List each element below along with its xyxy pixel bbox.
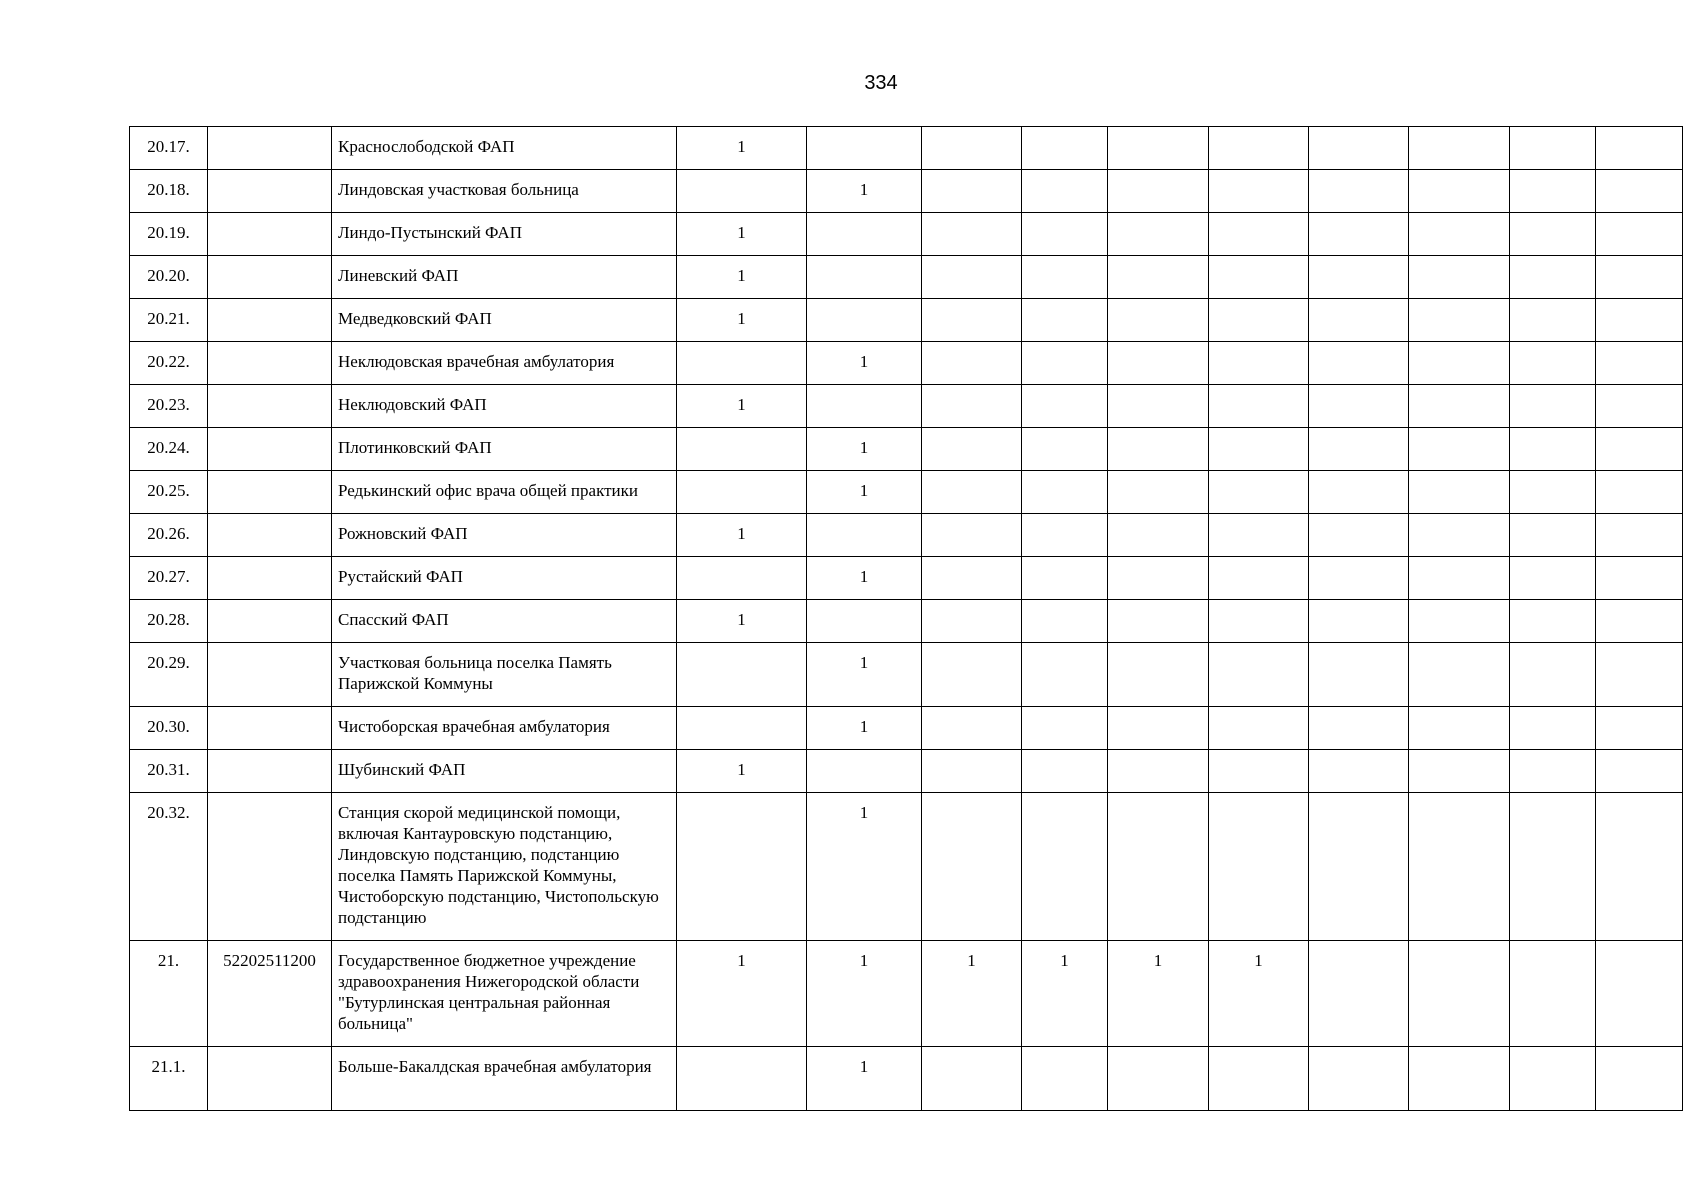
value-cell-10 bbox=[1596, 750, 1683, 793]
value-cell-6 bbox=[1209, 127, 1309, 170]
row-name-cell: Рустайский ФАП bbox=[332, 557, 677, 600]
table-row bbox=[130, 557, 1697, 600]
value-cell-10 bbox=[1596, 941, 1683, 1047]
row-code-cell bbox=[208, 428, 332, 471]
value-cell-3 bbox=[922, 1047, 1022, 1111]
value-cell-4 bbox=[1022, 471, 1108, 514]
value-cell-4 bbox=[1022, 256, 1108, 299]
value-cell-6 bbox=[1209, 557, 1309, 600]
table-row bbox=[130, 471, 1697, 514]
row-code-cell bbox=[208, 127, 332, 170]
value-cell-2 bbox=[807, 600, 922, 643]
value-cell-9 bbox=[1510, 127, 1596, 170]
value-cell-6 bbox=[1209, 299, 1309, 342]
value-cell-2: 1 bbox=[807, 941, 922, 1047]
row-name-cell: Линдовская участковая больница bbox=[332, 170, 677, 213]
value-cell-1 bbox=[677, 170, 807, 213]
value-cell-9 bbox=[1510, 428, 1596, 471]
row-number-cell: 20.27. bbox=[130, 557, 208, 600]
row-number-cell: 20.23. bbox=[130, 385, 208, 428]
value-cell-9 bbox=[1510, 557, 1596, 600]
value-cell-1: 1 bbox=[677, 385, 807, 428]
row-number-cell: 20.17. bbox=[130, 127, 208, 170]
value-cell-10 bbox=[1596, 342, 1683, 385]
value-cell-7 bbox=[1309, 256, 1409, 299]
value-cell-1 bbox=[677, 793, 807, 941]
value-cell-8 bbox=[1409, 514, 1510, 557]
value-cell-2: 1 bbox=[807, 342, 922, 385]
value-cell-5 bbox=[1108, 1047, 1209, 1111]
value-cell-6 bbox=[1209, 1047, 1309, 1111]
value-cell-8 bbox=[1409, 299, 1510, 342]
value-cell-3 bbox=[922, 342, 1022, 385]
row-name-cell: Чистоборская врачебная амбулатория bbox=[332, 707, 677, 750]
value-cell-7 bbox=[1309, 342, 1409, 385]
row-code-cell bbox=[208, 170, 332, 213]
value-cell-9 bbox=[1510, 643, 1596, 707]
value-cell-9 bbox=[1510, 256, 1596, 299]
table-row bbox=[130, 643, 1697, 707]
value-cell-8 bbox=[1409, 342, 1510, 385]
value-cell-2: 1 bbox=[807, 643, 922, 707]
row-number-cell: 20.26. bbox=[130, 514, 208, 557]
row-code-cell bbox=[208, 299, 332, 342]
value-cell-7 bbox=[1309, 170, 1409, 213]
value-cell-3 bbox=[922, 428, 1022, 471]
table-row bbox=[130, 385, 1697, 428]
value-cell-2 bbox=[807, 127, 922, 170]
value-cell-7 bbox=[1309, 213, 1409, 256]
row-number-cell: 20.29. bbox=[130, 643, 208, 707]
row-name-cell: Участковая больница поселка Память Парижской Коммуны bbox=[332, 643, 677, 707]
value-cell-6 bbox=[1209, 213, 1309, 256]
value-cell-10 bbox=[1596, 514, 1683, 557]
row-code-cell bbox=[208, 256, 332, 299]
value-cell-8 bbox=[1409, 428, 1510, 471]
value-cell-7 bbox=[1309, 471, 1409, 514]
value-cell-4 bbox=[1022, 750, 1108, 793]
value-cell-5 bbox=[1108, 170, 1209, 213]
value-cell-4 bbox=[1022, 514, 1108, 557]
value-cell-1: 1 bbox=[677, 514, 807, 557]
value-cell-4 bbox=[1022, 793, 1108, 941]
value-cell-6 bbox=[1209, 600, 1309, 643]
value-cell-10 bbox=[1596, 127, 1683, 170]
value-cell-4 bbox=[1022, 213, 1108, 256]
value-cell-9 bbox=[1510, 793, 1596, 941]
value-cell-9 bbox=[1510, 471, 1596, 514]
value-cell-5 bbox=[1108, 643, 1209, 707]
row-number-cell: 20.30. bbox=[130, 707, 208, 750]
row-number-cell: 20.18. bbox=[130, 170, 208, 213]
value-cell-1: 1 bbox=[677, 750, 807, 793]
value-cell-10 bbox=[1596, 471, 1683, 514]
row-name-cell: Неклюдовская врачебная амбулатория bbox=[332, 342, 677, 385]
value-cell-8 bbox=[1409, 127, 1510, 170]
value-cell-1: 1 bbox=[677, 941, 807, 1047]
value-cell-2: 1 bbox=[807, 1047, 922, 1111]
value-cell-3 bbox=[922, 793, 1022, 941]
value-cell-6 bbox=[1209, 643, 1309, 707]
value-cell-10 bbox=[1596, 256, 1683, 299]
value-cell-2 bbox=[807, 750, 922, 793]
table-row bbox=[130, 127, 1697, 170]
value-cell-8 bbox=[1409, 750, 1510, 793]
value-cell-3 bbox=[922, 600, 1022, 643]
row-code-cell bbox=[208, 643, 332, 707]
value-cell-5 bbox=[1108, 793, 1209, 941]
value-cell-7 bbox=[1309, 514, 1409, 557]
value-cell-6: 1 bbox=[1209, 941, 1309, 1047]
value-cell-6 bbox=[1209, 471, 1309, 514]
value-cell-10 bbox=[1596, 213, 1683, 256]
row-number-cell: 20.20. bbox=[130, 256, 208, 299]
value-cell-8 bbox=[1409, 793, 1510, 941]
value-cell-9 bbox=[1510, 1047, 1596, 1111]
value-cell-2: 1 bbox=[807, 428, 922, 471]
value-cell-5 bbox=[1108, 127, 1209, 170]
value-cell-5 bbox=[1108, 471, 1209, 514]
value-cell-3 bbox=[922, 127, 1022, 170]
value-cell-4 bbox=[1022, 127, 1108, 170]
table-row bbox=[130, 707, 1697, 750]
table-row bbox=[130, 299, 1697, 342]
value-cell-10 bbox=[1596, 170, 1683, 213]
row-name-cell: Рожновский ФАП bbox=[332, 514, 677, 557]
row-name-cell: Больше-Бакалдская врачебная амбулатория bbox=[332, 1047, 677, 1111]
value-cell-4 bbox=[1022, 428, 1108, 471]
value-cell-3 bbox=[922, 256, 1022, 299]
row-number-cell: 20.25. bbox=[130, 471, 208, 514]
value-cell-3 bbox=[922, 514, 1022, 557]
row-code-cell bbox=[208, 471, 332, 514]
value-cell-8 bbox=[1409, 256, 1510, 299]
row-code-cell bbox=[208, 750, 332, 793]
value-cell-9 bbox=[1510, 385, 1596, 428]
value-cell-6 bbox=[1209, 707, 1309, 750]
value-cell-7 bbox=[1309, 750, 1409, 793]
value-cell-6 bbox=[1209, 385, 1309, 428]
value-cell-10 bbox=[1596, 643, 1683, 707]
value-cell-2: 1 bbox=[807, 471, 922, 514]
value-cell-1 bbox=[677, 557, 807, 600]
row-name-cell: Неклюдовский ФАП bbox=[332, 385, 677, 428]
facilities-table bbox=[129, 126, 1697, 1111]
row-number-cell: 21. bbox=[130, 941, 208, 1047]
row-name-cell: Медведковский ФАП bbox=[332, 299, 677, 342]
value-cell-2: 1 bbox=[807, 707, 922, 750]
value-cell-1: 1 bbox=[677, 600, 807, 643]
row-number-cell: 21.1. bbox=[130, 1047, 208, 1111]
value-cell-9 bbox=[1510, 750, 1596, 793]
table-row bbox=[130, 941, 1697, 1047]
value-cell-10 bbox=[1596, 428, 1683, 471]
value-cell-6 bbox=[1209, 514, 1309, 557]
value-cell-5 bbox=[1108, 342, 1209, 385]
value-cell-10 bbox=[1596, 793, 1683, 941]
value-cell-5 bbox=[1108, 600, 1209, 643]
value-cell-10 bbox=[1596, 557, 1683, 600]
value-cell-5 bbox=[1108, 213, 1209, 256]
value-cell-10 bbox=[1596, 707, 1683, 750]
table-row bbox=[130, 793, 1697, 941]
value-cell-2: 1 bbox=[807, 557, 922, 600]
value-cell-8 bbox=[1409, 213, 1510, 256]
value-cell-3 bbox=[922, 385, 1022, 428]
table-row bbox=[130, 256, 1697, 299]
value-cell-4 bbox=[1022, 600, 1108, 643]
value-cell-4 bbox=[1022, 342, 1108, 385]
row-number-cell: 20.21. bbox=[130, 299, 208, 342]
value-cell-4 bbox=[1022, 643, 1108, 707]
value-cell-7 bbox=[1309, 428, 1409, 471]
value-cell-9 bbox=[1510, 941, 1596, 1047]
value-cell-3 bbox=[922, 213, 1022, 256]
value-cell-8 bbox=[1409, 471, 1510, 514]
value-cell-10 bbox=[1596, 600, 1683, 643]
value-cell-7 bbox=[1309, 1047, 1409, 1111]
value-cell-6 bbox=[1209, 793, 1309, 941]
row-number-cell: 20.24. bbox=[130, 428, 208, 471]
value-cell-2: 1 bbox=[807, 170, 922, 213]
value-cell-1 bbox=[677, 428, 807, 471]
table-row bbox=[130, 213, 1697, 256]
row-number-cell: 20.22. bbox=[130, 342, 208, 385]
row-code-cell bbox=[208, 707, 332, 750]
value-cell-7 bbox=[1309, 941, 1409, 1047]
row-name-cell: Краснослободской ФАП bbox=[332, 127, 677, 170]
value-cell-8 bbox=[1409, 600, 1510, 643]
value-cell-6 bbox=[1209, 428, 1309, 471]
value-cell-3 bbox=[922, 750, 1022, 793]
value-cell-4 bbox=[1022, 299, 1108, 342]
value-cell-6 bbox=[1209, 256, 1309, 299]
row-name-cell: Плотинковский ФАП bbox=[332, 428, 677, 471]
value-cell-5 bbox=[1108, 557, 1209, 600]
value-cell-3 bbox=[922, 299, 1022, 342]
value-cell-8 bbox=[1409, 385, 1510, 428]
table-row bbox=[130, 750, 1697, 793]
value-cell-2 bbox=[807, 299, 922, 342]
value-cell-9 bbox=[1510, 707, 1596, 750]
value-cell-7 bbox=[1309, 793, 1409, 941]
value-cell-8 bbox=[1409, 1047, 1510, 1111]
value-cell-9 bbox=[1510, 170, 1596, 213]
value-cell-3 bbox=[922, 557, 1022, 600]
value-cell-8 bbox=[1409, 643, 1510, 707]
row-number-cell: 20.32. bbox=[130, 793, 208, 941]
value-cell-2 bbox=[807, 213, 922, 256]
value-cell-2 bbox=[807, 385, 922, 428]
row-name-cell: Шубинский ФАП bbox=[332, 750, 677, 793]
value-cell-3: 1 bbox=[922, 941, 1022, 1047]
row-number-cell: 20.28. bbox=[130, 600, 208, 643]
value-cell-1 bbox=[677, 1047, 807, 1111]
value-cell-10 bbox=[1596, 385, 1683, 428]
value-cell-7 bbox=[1309, 127, 1409, 170]
page-number: 334 bbox=[864, 72, 898, 94]
value-cell-4 bbox=[1022, 557, 1108, 600]
value-cell-5 bbox=[1108, 428, 1209, 471]
value-cell-10 bbox=[1596, 299, 1683, 342]
value-cell-1: 1 bbox=[677, 127, 807, 170]
value-cell-6 bbox=[1209, 750, 1309, 793]
value-cell-3 bbox=[922, 707, 1022, 750]
value-cell-2 bbox=[807, 514, 922, 557]
value-cell-5 bbox=[1108, 707, 1209, 750]
row-name-cell: Государственное бюджетное учреждение здравоохранения Нижегородской области "Бутурлинская центральная районная больница" bbox=[332, 941, 677, 1047]
value-cell-7 bbox=[1309, 385, 1409, 428]
value-cell-5 bbox=[1108, 514, 1209, 557]
table-row bbox=[130, 342, 1697, 385]
value-cell-1: 1 bbox=[677, 256, 807, 299]
value-cell-1 bbox=[677, 643, 807, 707]
value-cell-5 bbox=[1108, 385, 1209, 428]
value-cell-8 bbox=[1409, 557, 1510, 600]
value-cell-3 bbox=[922, 471, 1022, 514]
value-cell-4 bbox=[1022, 385, 1108, 428]
value-cell-7 bbox=[1309, 643, 1409, 707]
value-cell-4 bbox=[1022, 170, 1108, 213]
value-cell-9 bbox=[1510, 514, 1596, 557]
row-name-cell: Линевский ФАП bbox=[332, 256, 677, 299]
value-cell-7 bbox=[1309, 557, 1409, 600]
value-cell-5 bbox=[1108, 299, 1209, 342]
row-code-cell bbox=[208, 385, 332, 428]
value-cell-9 bbox=[1510, 342, 1596, 385]
value-cell-4 bbox=[1022, 1047, 1108, 1111]
value-cell-5 bbox=[1108, 256, 1209, 299]
value-cell-5 bbox=[1108, 750, 1209, 793]
row-name-cell: Редькинский офис врача общей практики bbox=[332, 471, 677, 514]
value-cell-10 bbox=[1596, 1047, 1683, 1111]
table-row bbox=[130, 600, 1697, 643]
row-code-cell bbox=[208, 1047, 332, 1111]
row-code-cell bbox=[208, 213, 332, 256]
value-cell-1 bbox=[677, 471, 807, 514]
table-row bbox=[130, 514, 1697, 557]
row-code-cell bbox=[208, 600, 332, 643]
value-cell-7 bbox=[1309, 299, 1409, 342]
value-cell-1 bbox=[677, 707, 807, 750]
table-row bbox=[130, 428, 1697, 471]
row-code-cell bbox=[208, 514, 332, 557]
value-cell-8 bbox=[1409, 170, 1510, 213]
value-cell-2: 1 bbox=[807, 793, 922, 941]
value-cell-1 bbox=[677, 342, 807, 385]
value-cell-2 bbox=[807, 256, 922, 299]
value-cell-7 bbox=[1309, 600, 1409, 643]
value-cell-3 bbox=[922, 643, 1022, 707]
value-cell-6 bbox=[1209, 342, 1309, 385]
value-cell-8 bbox=[1409, 941, 1510, 1047]
table-row bbox=[130, 170, 1697, 213]
value-cell-7 bbox=[1309, 707, 1409, 750]
row-number-cell: 20.19. bbox=[130, 213, 208, 256]
row-code-cell: 52202511200 bbox=[208, 941, 332, 1047]
row-code-cell bbox=[208, 342, 332, 385]
value-cell-9 bbox=[1510, 600, 1596, 643]
value-cell-5: 1 bbox=[1108, 941, 1209, 1047]
value-cell-4: 1 bbox=[1022, 941, 1108, 1047]
value-cell-4 bbox=[1022, 707, 1108, 750]
value-cell-8 bbox=[1409, 707, 1510, 750]
row-name-cell: Линдо-Пустынский ФАП bbox=[332, 213, 677, 256]
row-name-cell: Спасский ФАП bbox=[332, 600, 677, 643]
row-number-cell: 20.31. bbox=[130, 750, 208, 793]
value-cell-9 bbox=[1510, 213, 1596, 256]
table-row bbox=[130, 1047, 1697, 1111]
value-cell-1: 1 bbox=[677, 213, 807, 256]
row-code-cell bbox=[208, 557, 332, 600]
value-cell-1: 1 bbox=[677, 299, 807, 342]
row-code-cell bbox=[208, 793, 332, 941]
value-cell-9 bbox=[1510, 299, 1596, 342]
value-cell-3 bbox=[922, 170, 1022, 213]
row-name-cell: Станция скорой медицинской помощи, включая Кантауровскую подстанцию, Линдовскую подстанцию, подстанцию поселка Память Парижской Коммуны, Чистоборскую подстанцию, Чистопольскую подстанцию bbox=[332, 793, 677, 941]
value-cell-6 bbox=[1209, 170, 1309, 213]
